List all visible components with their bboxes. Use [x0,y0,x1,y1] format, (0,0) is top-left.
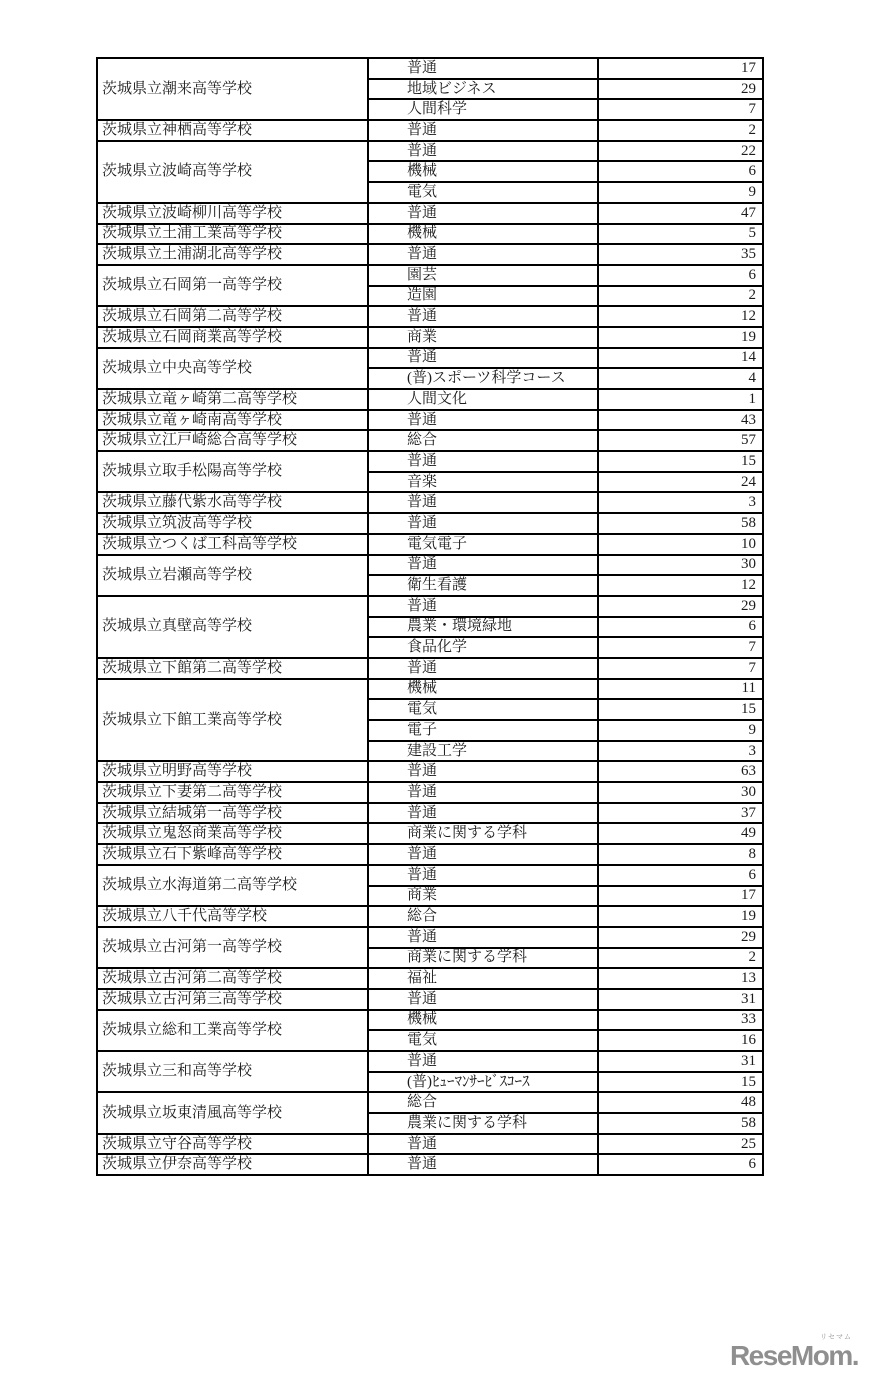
school-name-cell: 茨城県立潮来高等学校 [97,58,368,120]
school-name-cell: 茨城県立石岡商業高等学校 [97,327,368,348]
department-cell: 人間科学 [368,99,598,120]
department-cell: 電気電子 [368,534,598,555]
school-name-cell: 茨城県立伊奈高等学校 [97,1154,368,1175]
table-row [97,224,763,245]
school-name-cell: 茨城県立竜ヶ崎南高等学校 [97,410,368,431]
table-row [97,658,763,679]
count-cell: 31 [598,989,763,1010]
count-cell: 6 [598,265,763,286]
school-name-cell: 茨城県立筑波高等学校 [97,513,368,534]
count-cell: 6 [598,617,763,638]
table-row [97,451,763,472]
table-row [97,410,763,431]
table-row [97,865,763,886]
department-cell: 福祉 [368,968,598,989]
department-cell: 食品化学 [368,637,598,658]
school-name-cell: 茨城県立下館第二高等学校 [97,658,368,679]
count-cell: 16 [598,1030,763,1051]
table-row [97,265,763,286]
table-row [97,1154,763,1175]
department-cell: 普通 [368,244,598,265]
school-name-cell: 茨城県立総和工業高等学校 [97,1010,368,1051]
department-cell: 総合 [368,430,598,451]
department-cell: 普通 [368,120,598,141]
table-row [97,927,763,948]
count-cell: 3 [598,492,763,513]
department-cell: 普通 [368,348,598,369]
count-cell: 6 [598,161,763,182]
department-cell: 農業に関する学科 [368,1113,598,1134]
school-name-cell: 茨城県立岩瀬高等学校 [97,555,368,596]
count-cell: 3 [598,741,763,762]
count-cell: 29 [598,596,763,617]
table-row [97,968,763,989]
count-cell: 6 [598,865,763,886]
school-name-cell: 茨城県立竜ヶ崎第二高等学校 [97,389,368,410]
table-row [97,430,763,451]
department-cell: 普通 [368,58,598,79]
count-cell: 24 [598,472,763,493]
department-cell: 電気 [368,1030,598,1051]
table-row [97,389,763,410]
school-name-cell: 茨城県立石岡第一高等学校 [97,265,368,306]
school-name-cell: 茨城県立石岡第二高等学校 [97,306,368,327]
school-name-cell: 茨城県立明野高等学校 [97,761,368,782]
department-cell: 電気 [368,699,598,720]
table-row [97,906,763,927]
table-row [97,803,763,824]
count-cell: 14 [598,348,763,369]
count-cell: 4 [598,368,763,389]
department-cell: 普通 [368,844,598,865]
table-row [97,306,763,327]
department-cell: 機械 [368,1010,598,1031]
table-row [97,348,763,369]
table-row [97,120,763,141]
department-cell: 造園 [368,286,598,307]
count-cell: 15 [598,1072,763,1093]
department-cell: 普通 [368,513,598,534]
admissions-table [96,57,762,1176]
count-cell: 35 [598,244,763,265]
department-cell: 普通 [368,203,598,224]
count-cell: 25 [598,1134,763,1155]
school-name-cell: 茨城県立結城第一高等学校 [97,803,368,824]
school-name-cell: 茨城県立下館工業高等学校 [97,679,368,762]
department-cell: 普通 [368,141,598,162]
count-cell: 9 [598,182,763,203]
department-cell: 普通 [368,782,598,803]
table-row [97,513,763,534]
count-cell: 15 [598,699,763,720]
school-name-cell: 茨城県立古河第三高等学校 [97,989,368,1010]
department-cell: 地域ビジネス [368,79,598,100]
table-row [97,679,763,700]
count-cell: 58 [598,1113,763,1134]
school-name-cell: 茨城県立守谷高等学校 [97,1134,368,1155]
department-cell: 建設工学 [368,741,598,762]
department-cell: 商業 [368,327,598,348]
table-row [97,1092,763,1113]
school-name-cell: 茨城県立坂東清風高等学校 [97,1092,368,1133]
table-row [97,141,763,162]
table-row [97,823,763,844]
department-cell: 電子 [368,720,598,741]
count-cell: 13 [598,968,763,989]
department-cell: 普通 [368,1154,598,1175]
department-cell: 農業・環境緑地 [368,617,598,638]
count-cell: 5 [598,224,763,245]
school-name-cell: 茨城県立取手松陽高等学校 [97,451,368,492]
count-cell: 12 [598,575,763,596]
count-cell: 12 [598,306,763,327]
table-row [97,555,763,576]
table-row [97,1134,763,1155]
count-cell: 11 [598,679,763,700]
count-cell: 47 [598,203,763,224]
department-cell: 機械 [368,161,598,182]
count-cell: 7 [598,637,763,658]
department-cell: 商業 [368,886,598,907]
resemom-logo-ruby: リセマム [820,1334,852,1341]
school-name-cell: 茨城県立波崎高等学校 [97,141,368,203]
department-cell: 衛生看護 [368,575,598,596]
table-row [97,492,763,513]
department-cell: 普通 [368,865,598,886]
department-cell: 普通 [368,492,598,513]
department-cell: 普通 [368,803,598,824]
school-name-cell: 茨城県立土浦湖北高等学校 [97,244,368,265]
department-cell: 普通 [368,927,598,948]
count-cell: 19 [598,327,763,348]
department-cell: (普)スポーツ科学コース [368,368,598,389]
table-row [97,596,763,617]
department-cell: 普通 [368,989,598,1010]
count-cell: 43 [598,410,763,431]
department-cell: 普通 [368,596,598,617]
department-cell: 商業に関する学科 [368,823,598,844]
table-row [97,1010,763,1031]
table-row [97,534,763,555]
table-row [97,244,763,265]
department-cell: 電気 [368,182,598,203]
school-name-cell: 茨城県立神栖高等学校 [97,120,368,141]
resemom-logo-text: ReseMom. [729,1340,858,1371]
count-cell: 29 [598,79,763,100]
count-cell: 48 [598,1092,763,1113]
count-cell: 30 [598,555,763,576]
count-cell: 19 [598,906,763,927]
department-cell: 機械 [368,224,598,245]
count-cell: 37 [598,803,763,824]
school-name-cell: 茨城県立波崎柳川高等学校 [97,203,368,224]
count-cell: 22 [598,141,763,162]
school-name-cell: 茨城県立水海道第二高等学校 [97,865,368,906]
department-cell: 普通 [368,761,598,782]
count-cell: 49 [598,823,763,844]
count-cell: 2 [598,286,763,307]
count-cell: 57 [598,430,763,451]
count-cell: 6 [598,1154,763,1175]
department-cell: 音楽 [368,472,598,493]
table-row [97,844,763,865]
school-name-cell: 茨城県立三和高等学校 [97,1051,368,1092]
count-cell: 29 [598,927,763,948]
count-cell: 17 [598,886,763,907]
department-cell: 普通 [368,658,598,679]
school-name-cell: 茨城県立真壁高等学校 [97,596,368,658]
count-cell: 2 [598,120,763,141]
admissions-table-body [97,58,763,1175]
school-name-cell: 茨城県立土浦工業高等学校 [97,224,368,245]
count-cell: 1 [598,389,763,410]
department-cell: 機械 [368,679,598,700]
school-name-cell: 茨城県立藤代紫水高等学校 [97,492,368,513]
table-row [97,327,763,348]
school-name-cell: 茨城県立石下紫峰高等学校 [97,844,368,865]
table-row [97,203,763,224]
department-cell: 普通 [368,1134,598,1155]
department-cell: 普通 [368,451,598,472]
school-name-cell: 茨城県立下妻第二高等学校 [97,782,368,803]
count-cell: 15 [598,451,763,472]
department-cell: (普)ﾋｭｰﾏﾝｻｰﾋﾞｽｺｰｽ [368,1072,598,1093]
table-row [97,782,763,803]
school-name-cell: 茨城県立古河第一高等学校 [97,927,368,968]
table-row [97,761,763,782]
table-row [97,989,763,1010]
school-name-cell: 茨城県立江戸崎総合高等学校 [97,430,368,451]
school-name-cell: 茨城県立鬼怒商業高等学校 [97,823,368,844]
school-name-cell: 茨城県立つくば工科高等学校 [97,534,368,555]
department-cell: 園芸 [368,265,598,286]
department-cell: 普通 [368,555,598,576]
school-name-cell: 茨城県立古河第二高等学校 [97,968,368,989]
department-cell: 総合 [368,906,598,927]
table-row [97,1051,763,1072]
count-cell: 8 [598,844,763,865]
count-cell: 58 [598,513,763,534]
count-cell: 2 [598,948,763,969]
school-departments-table [96,57,764,1176]
school-name-cell: 茨城県立八千代高等学校 [97,906,368,927]
department-cell: 総合 [368,1092,598,1113]
department-cell: 商業に関する学科 [368,948,598,969]
count-cell: 30 [598,782,763,803]
count-cell: 33 [598,1010,763,1031]
count-cell: 10 [598,534,763,555]
count-cell: 7 [598,658,763,679]
count-cell: 7 [598,99,763,120]
resemom-logo [730,1334,858,1370]
department-cell: 普通 [368,306,598,327]
count-cell: 31 [598,1051,763,1072]
count-cell: 9 [598,720,763,741]
count-cell: 63 [598,761,763,782]
department-cell: 普通 [368,410,598,431]
department-cell: 人間文化 [368,389,598,410]
table-row [97,58,763,79]
count-cell: 17 [598,58,763,79]
department-cell: 普通 [368,1051,598,1072]
school-name-cell: 茨城県立中央高等学校 [97,348,368,389]
